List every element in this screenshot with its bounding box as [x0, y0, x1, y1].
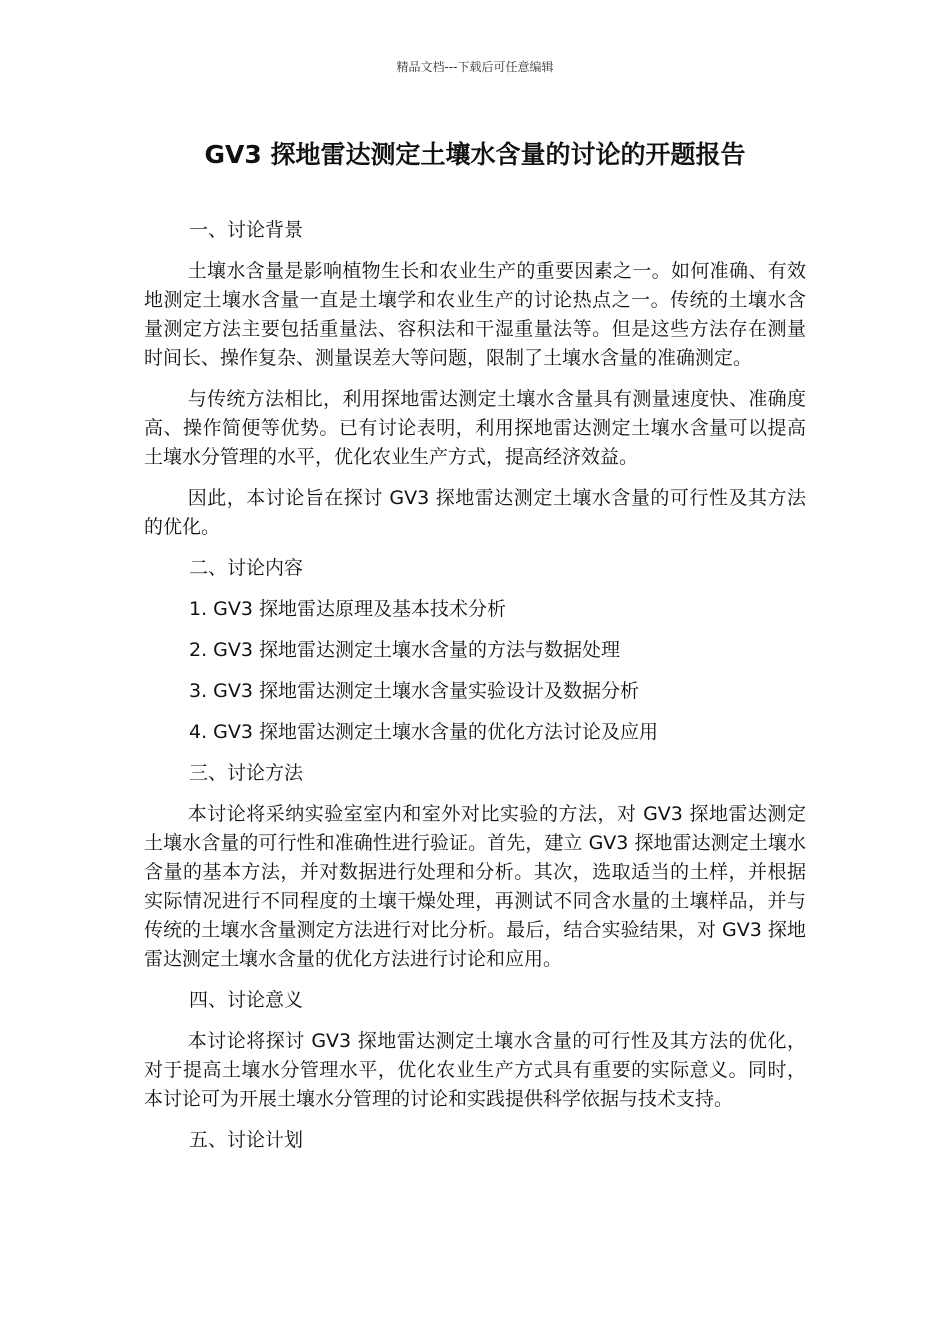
content-list-item: 1. GV3 探地雷达原理及基本技术分析	[189, 598, 507, 620]
section-heading-significance: 四、讨论意义	[189, 989, 304, 1011]
paragraph-background-2: 与传统方法相比，利用探地雷达测定土壤水含量具有测量速度快、准确度高、操作简便等优势。已有讨论表明，利用探地雷达测定土壤水含量可以提高土壤水分管理的水平，优化农业生产方式，提高经济效益。	[144, 388, 806, 468]
paragraph-background-3: 因此，本讨论旨在探讨 GV3 探地雷达测定土壤水含量的可行性及其方法的优化。	[144, 487, 806, 538]
document-title: GV3 探地雷达测定土壤水含量的讨论的开题报告	[204, 140, 746, 169]
section-heading-content: 二、讨论内容	[189, 557, 304, 579]
section-heading-plan: 五、讨论计划	[189, 1129, 304, 1151]
paragraph-method: 本讨论将采纳实验室室内和室外对比实验的方法，对 GV3 探地雷达测定土壤水含量的可行性和准确性进行验证。首先，建立 GV3 探地雷达测定土壤水含量的基本方法，并对数据进行处理和分析。其次，选取适当的土样，并根据实际情况进行不同程度的土壤干燥处理，再测试不同含水量的土壤样品，并与传统的土壤水含量测定方法进行对比分析。最后，结合实验结果，对 GV3 探地雷达测定土壤水含量的优化方法进行讨论和应用。	[144, 803, 806, 970]
content-list-item: 3. GV3 探地雷达测定土壤水含量实验设计及数据分析	[189, 680, 640, 702]
section-heading-method: 三、讨论方法	[189, 762, 304, 784]
content-list-item: 4. GV3 探地雷达测定土壤水含量的优化方法讨论及应用	[189, 721, 659, 743]
header-note: 精品文档---下载后可任意编辑	[396, 60, 554, 74]
section-heading-background: 一、讨论背景	[189, 219, 304, 241]
document-body	[144, 216, 806, 1167]
content-list-item: 2. GV3 探地雷达测定土壤水含量的方法与数据处理	[189, 639, 621, 661]
paragraph-significance: 本讨论将探讨 GV3 探地雷达测定土壤水含量的可行性及其方法的优化，对于提高土壤水分管理水平，优化农业生产方式具有重要的实际意义。同时，本讨论可为开展土壤水分管理的讨论和实践提供科学依据与技术支持。	[144, 1030, 806, 1110]
paragraph-background-1: 土壤水含量是影响植物生长和农业生产的重要因素之一。如何准确、有效地测定土壤水含量一直是土壤学和农业生产的讨论热点之一。传统的土壤水含量测定方法主要包括重量法、容积法和干湿重量法等。但是这些方法存在测量时间长、操作复杂、测量误差大等问题，限制了土壤水含量的准确测定。	[144, 260, 806, 369]
